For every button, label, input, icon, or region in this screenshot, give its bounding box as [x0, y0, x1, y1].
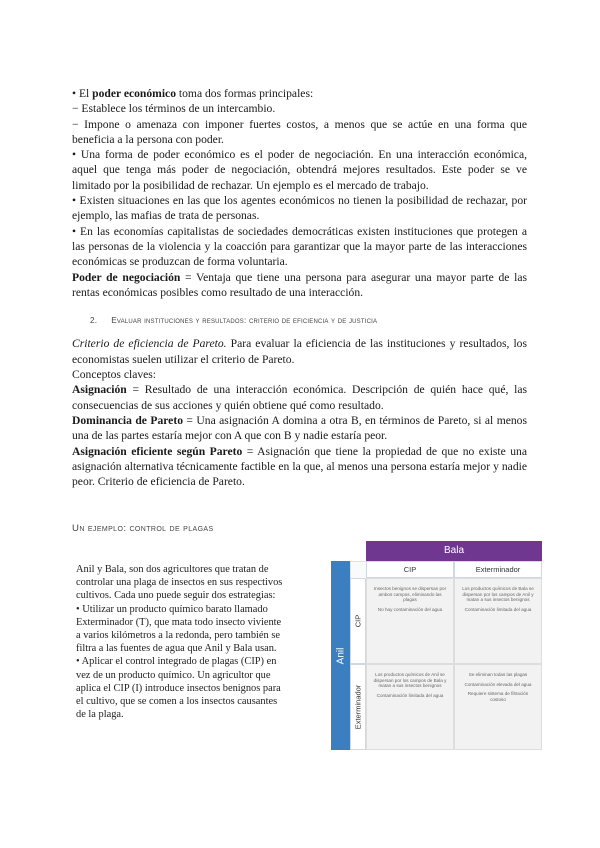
paragraph-criterio-pareto: Criterio de eficiencia de Pareto. Para evaluar la eficiencia de las instituciones y resultados, los economistas suelen utilizar el criterio de Pareto.	[72, 337, 527, 366]
example-strategy-cip: • Aplicar el control integrado de plagas (CIP) en vez de un producto químico. Un agricultor que aplica el CIP (I) introduce insectos benignos para el cultivo, que se comen a los insectos causantes de la plaga.	[76, 656, 281, 721]
section-heading-2: 2. Evaluar instituciones y resultados: criterio de eficiencia y de justicia	[90, 316, 378, 326]
example-intro: Anil y Bala, son dos agricultores que tratan de controlar una plaga de insectos en sus respectivos cultivos. Cada uno puede seguir dos estrategias:	[76, 564, 283, 602]
column-label-cip: CIP	[366, 561, 454, 578]
paragraph-economias: • En las economías capitalistas de sociedades democráticas existen instituciones que protegen a las personas de la violencia y la coacción para garantizar que la mayor parte de las interacciones económicas se produzcan de forma voluntaria.	[72, 224, 527, 269]
row-label-exterminador: Exterminador	[350, 664, 366, 750]
conceptos-claves-heading: Conceptos claves:	[72, 368, 157, 382]
body-text	[72, 86, 527, 489]
definition-asignacion-eficiente: Asignación eficiente según Pareto = Asignación que tiene la propiedad de que no existe una asignación alternativa técnicamente factible en la que, al menos una persona estaría mejor y nadie peor. Criterio de eficiencia de Pareto.	[72, 444, 527, 489]
cell-cip-exterminador: Los productos químicos de Bala se dispersan por los campos de Anil y matan a sus insectos benignos Contaminación limitada del agua	[454, 578, 542, 664]
matrix-row-player: Anil	[331, 561, 350, 750]
cell-cip-cip: Insectos benignos se dispersan por ambos campos, eliminando las plagas No hay contaminación del agua	[366, 578, 454, 664]
paragraph-impone: − Impone o amenaza con imponer fuertes costos, a menos que se actúe en una forma que beneficia a la persona con poder.	[72, 117, 527, 146]
cell-exterminador-cip: Los productos químicos de Anil se dispersan por los campos de Bala y matan a sus insectos benignos Contaminación limitada del agua	[366, 664, 454, 750]
payoff-matrix	[331, 541, 542, 750]
term-poder-economico: poder económico	[92, 87, 177, 100]
row-label-cip: CIP	[350, 578, 366, 664]
example-heading: Un ejemplo: control de plagas	[72, 523, 214, 534]
definition-poder-negociacion: Poder de negociación = Ventaja que tiene una persona para asegurar una mayor parte de las rentas económicas posibles como resultado de una interacción.	[72, 270, 527, 299]
paragraph-negociacion: • Una forma de poder económico es el poder de negociación. En una interacción económica, aquel que tenga más poder de negociación, obtendrá mejores resultados. Este poder se ve limitado por la posibilidad de rechazar. Un ejemplo es el mercado de trabajo.	[72, 148, 527, 192]
column-label-exterminador: Exterminador	[454, 561, 542, 578]
definition-asignacion: Asignación = Resultado de una interacción económica. Descripción de quién hace qué, las consecuencias de sus acciones y quién obtiene qué como resultado.	[72, 383, 527, 412]
example-text	[76, 563, 286, 721]
paragraph-establece: − Establece los términos de un intercambio.	[72, 102, 276, 116]
matrix-column-player: Bala	[366, 541, 542, 561]
example-strategy-exterminador: • Utilizar un producto químico barato llamado Exterminador (T), que mata todo insecto viviente a varios kilómetros a la redonda, pero también se filtra a las fuentes de agua que Anil y Bala usan.	[76, 603, 282, 655]
cell-exterminador-exterminador: Se eliminan todas las plagas Contaminación elevada del agua Requiere sistema de filtración costoso	[454, 664, 542, 750]
paragraph-poder-economico: • El poder económico toma dos formas principales:	[72, 87, 314, 100]
paragraph-situaciones: • Existen situaciones en las que los agentes económicos no tienen la posibilidad de rechazar, por ejemplo, las mafias de trata de personas.	[72, 194, 527, 223]
definition-dominancia: Dominancia de Pareto = Una asignación A domina a otra B, en términos de Pareto, si al menos una de las partes estaría mejor con A que con B y nadie estaría peor.	[72, 413, 527, 443]
